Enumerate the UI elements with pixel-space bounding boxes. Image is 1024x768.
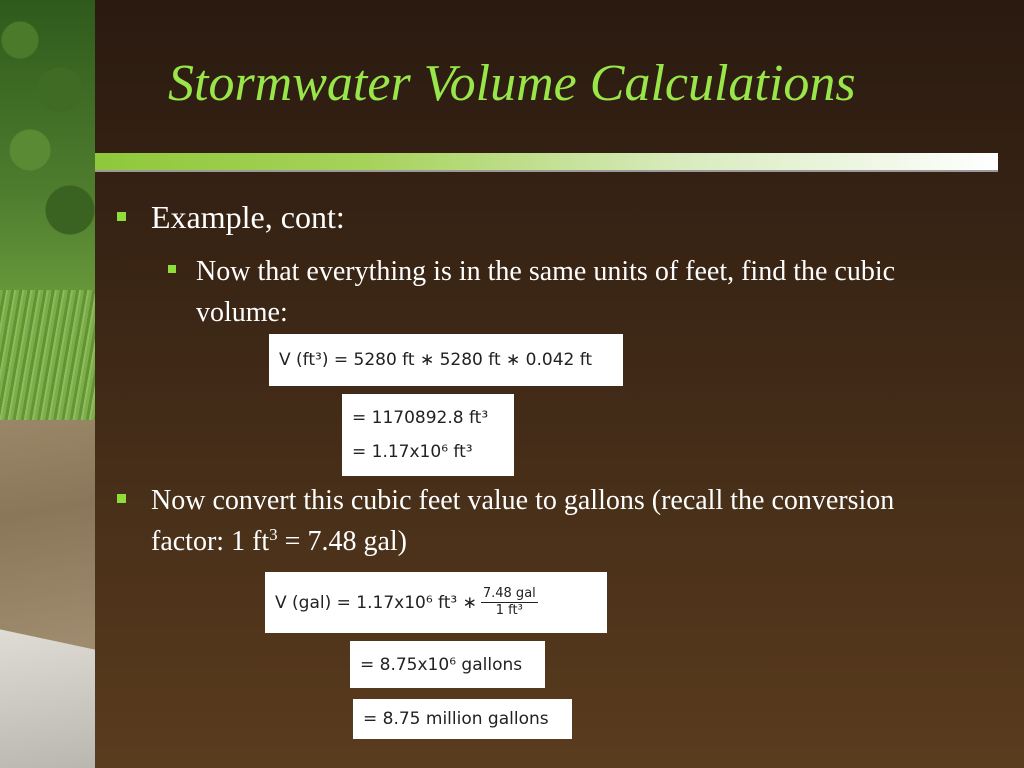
bullet-square-icon <box>117 494 126 503</box>
equation-line: V (ft³) = 5280 ft ∗ 5280 ft ∗ 0.042 ft <box>279 350 593 370</box>
stream-area <box>0 420 95 650</box>
equation-line: = 1170892.8 ft³ <box>352 408 489 428</box>
equation-line: = 8.75x10⁶ gallons <box>360 654 523 675</box>
bullet-text: Now convert this cubic feet value to gallons (recall the conversion factor: 1 ft <box>151 485 895 557</box>
equation-gallons-result <box>350 641 545 688</box>
bullet-convert-gallons <box>151 480 971 562</box>
superscript: 3 <box>269 525 278 544</box>
equation-volume-gallons <box>265 572 607 633</box>
grass-area <box>0 290 95 440</box>
equation-main: V (gal) = 1.17x10⁶ ft³ ∗ <box>275 592 477 613</box>
equation-line: = 1.17x10⁶ ft³ <box>352 442 473 462</box>
conversion-fraction <box>481 586 538 619</box>
sub-bullet-units: Now that everything is in the same units of feet, find the cubic volume: <box>196 256 896 328</box>
concrete-curb <box>0 625 95 768</box>
sub-bullet-square-icon <box>168 265 176 273</box>
fraction-numerator: 7.48 gal <box>482 586 536 601</box>
bullet-text: = 7.48 gal) <box>277 526 407 557</box>
equation-volume-cubic-feet <box>269 334 623 386</box>
equation-volume-result <box>342 394 514 476</box>
equation-million-gallons <box>353 699 572 739</box>
bullet-example: Example, cont: <box>151 199 345 235</box>
title-divider-bar <box>95 153 998 172</box>
slide-title: Stormwater Volume Calculations <box>168 55 856 112</box>
fraction-denominator: 1 ft³ <box>495 603 523 618</box>
background-photo-strip <box>0 0 95 768</box>
bullet-square-icon <box>117 212 126 221</box>
equation-line <box>275 586 597 620</box>
equation-line: = 8.75 million gallons <box>363 709 549 729</box>
